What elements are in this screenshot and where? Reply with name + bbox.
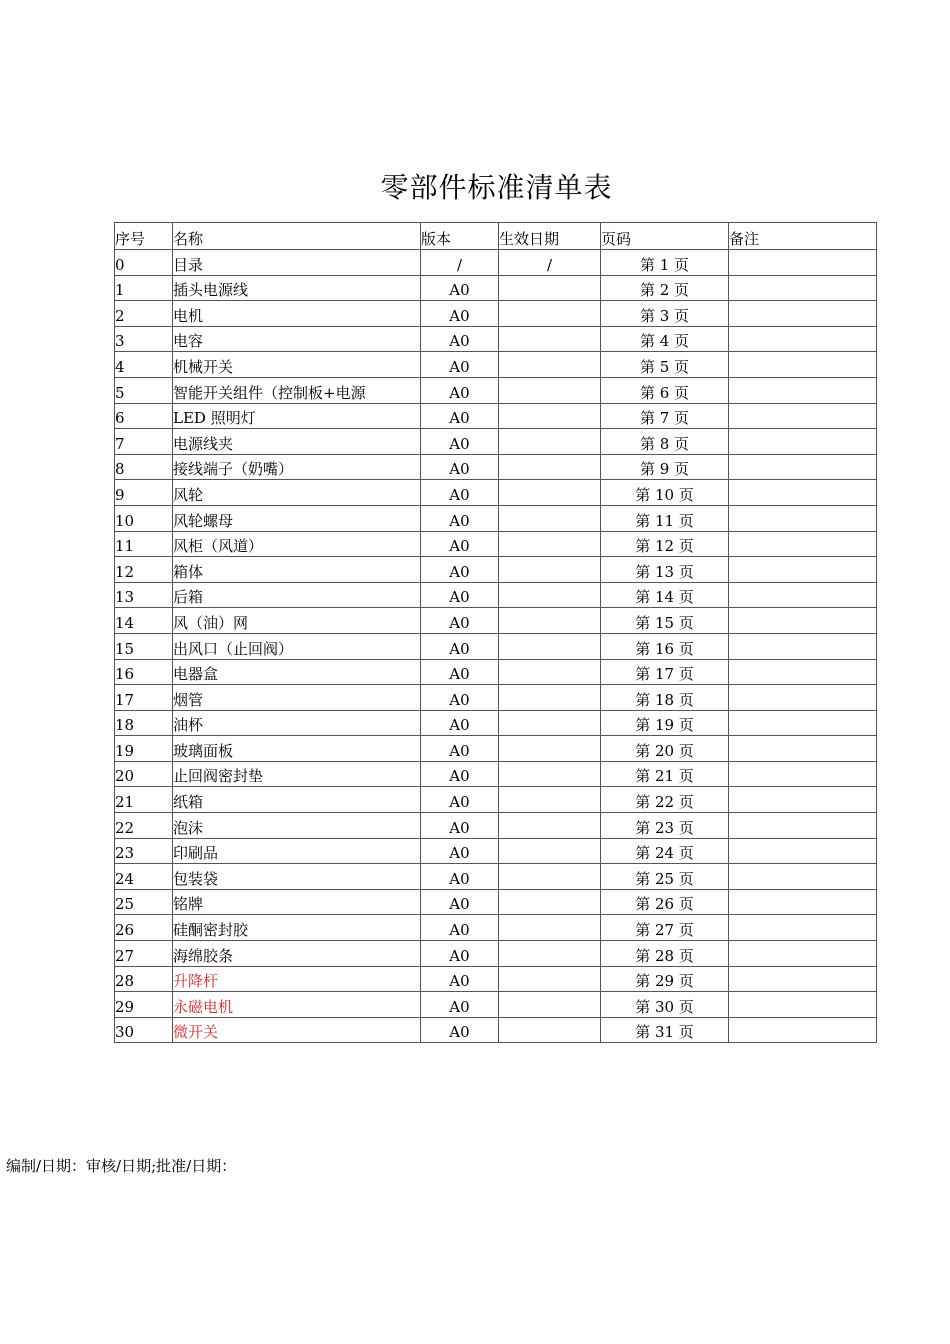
cell-date bbox=[499, 301, 601, 327]
cell-remark bbox=[729, 582, 877, 608]
cell-date bbox=[499, 531, 601, 557]
cell-date bbox=[499, 377, 601, 403]
cell-page: 第 1 页 bbox=[601, 250, 729, 276]
table-row bbox=[115, 301, 877, 327]
cell-remark bbox=[729, 403, 877, 429]
table-row bbox=[115, 352, 877, 378]
cell-version: A0 bbox=[421, 966, 499, 992]
cell-name: 升降杆 bbox=[173, 966, 421, 992]
cell-remark bbox=[729, 250, 877, 276]
cell-no: 6 bbox=[115, 403, 173, 429]
cell-version: A0 bbox=[421, 761, 499, 787]
cell-no: 19 bbox=[115, 736, 173, 762]
cell-remark bbox=[729, 685, 877, 711]
cell-remark bbox=[729, 659, 877, 685]
cell-remark bbox=[729, 787, 877, 813]
cell-no: 15 bbox=[115, 633, 173, 659]
cell-name: 目录 bbox=[173, 250, 421, 276]
cell-no: 9 bbox=[115, 480, 173, 506]
table-row bbox=[115, 1017, 877, 1043]
cell-version: A0 bbox=[421, 685, 499, 711]
header-no: 序号 bbox=[115, 223, 173, 250]
cell-page: 第 25 页 bbox=[601, 864, 729, 890]
table-row bbox=[115, 864, 877, 890]
cell-version: / bbox=[421, 250, 499, 276]
cell-date bbox=[499, 736, 601, 762]
table-header-row bbox=[115, 223, 877, 250]
cell-name: 纸箱 bbox=[173, 787, 421, 813]
cell-page: 第 26 页 bbox=[601, 889, 729, 915]
cell-remark bbox=[729, 557, 877, 583]
header-remark: 备注 bbox=[729, 223, 877, 250]
cell-page: 第 11 页 bbox=[601, 505, 729, 531]
table-row bbox=[115, 710, 877, 736]
cell-date bbox=[499, 326, 601, 352]
cell-remark bbox=[729, 480, 877, 506]
cell-remark bbox=[729, 531, 877, 557]
cell-remark bbox=[729, 352, 877, 378]
cell-date bbox=[499, 889, 601, 915]
cell-no: 3 bbox=[115, 326, 173, 352]
cell-page: 第 16 页 bbox=[601, 633, 729, 659]
cell-name: 印刷品 bbox=[173, 838, 421, 864]
cell-no: 2 bbox=[115, 301, 173, 327]
cell-name: 泡沫 bbox=[173, 813, 421, 839]
cell-version: A0 bbox=[421, 454, 499, 480]
cell-date bbox=[499, 403, 601, 429]
cell-version: A0 bbox=[421, 992, 499, 1018]
cell-name: 海绵胶条 bbox=[173, 941, 421, 967]
cell-name: 硅酮密封胶 bbox=[173, 915, 421, 941]
cell-name: 电源线夹 bbox=[173, 429, 421, 455]
table-row bbox=[115, 275, 877, 301]
cell-no: 1 bbox=[115, 275, 173, 301]
cell-version: A0 bbox=[421, 915, 499, 941]
cell-date bbox=[499, 864, 601, 890]
table-row bbox=[115, 582, 877, 608]
table-row bbox=[115, 736, 877, 762]
cell-name: 插头电源线 bbox=[173, 275, 421, 301]
cell-version: A0 bbox=[421, 352, 499, 378]
cell-date bbox=[499, 608, 601, 634]
cell-date bbox=[499, 838, 601, 864]
cell-page: 第 13 页 bbox=[601, 557, 729, 583]
cell-remark bbox=[729, 889, 877, 915]
cell-name: 箱体 bbox=[173, 557, 421, 583]
cell-version: A0 bbox=[421, 480, 499, 506]
cell-date bbox=[499, 787, 601, 813]
cell-page: 第 2 页 bbox=[601, 275, 729, 301]
cell-page: 第 7 页 bbox=[601, 403, 729, 429]
cell-date bbox=[499, 429, 601, 455]
cell-no: 12 bbox=[115, 557, 173, 583]
cell-version: A0 bbox=[421, 429, 499, 455]
cell-version: A0 bbox=[421, 557, 499, 583]
cell-date bbox=[499, 915, 601, 941]
cell-remark bbox=[729, 505, 877, 531]
cell-page: 第 19 页 bbox=[601, 710, 729, 736]
cell-name: LED 照明灯 bbox=[173, 403, 421, 429]
cell-page: 第 23 页 bbox=[601, 813, 729, 839]
cell-name: 铭牌 bbox=[173, 889, 421, 915]
table-row bbox=[115, 505, 877, 531]
cell-no: 0 bbox=[115, 250, 173, 276]
cell-page: 第 30 页 bbox=[601, 992, 729, 1018]
table-row bbox=[115, 838, 877, 864]
cell-no: 14 bbox=[115, 608, 173, 634]
cell-date bbox=[499, 582, 601, 608]
cell-page: 第 28 页 bbox=[601, 941, 729, 967]
cell-name: 后箱 bbox=[173, 582, 421, 608]
cell-version: A0 bbox=[421, 531, 499, 557]
table-row bbox=[115, 454, 877, 480]
cell-name: 烟管 bbox=[173, 685, 421, 711]
cell-version: A0 bbox=[421, 505, 499, 531]
cell-remark bbox=[729, 992, 877, 1018]
cell-remark bbox=[729, 736, 877, 762]
header-page: 页码 bbox=[601, 223, 729, 250]
cell-page: 第 22 页 bbox=[601, 787, 729, 813]
cell-version: A0 bbox=[421, 377, 499, 403]
cell-version: A0 bbox=[421, 659, 499, 685]
cell-page: 第 18 页 bbox=[601, 685, 729, 711]
parts-table bbox=[114, 222, 877, 1043]
cell-no: 23 bbox=[115, 838, 173, 864]
cell-date bbox=[499, 710, 601, 736]
table-row bbox=[115, 250, 877, 276]
cell-name: 电器盒 bbox=[173, 659, 421, 685]
cell-page: 第 4 页 bbox=[601, 326, 729, 352]
signature-footer: 编制/日期：审核/日期;批准/日期： bbox=[6, 1157, 237, 1175]
cell-page: 第 29 页 bbox=[601, 966, 729, 992]
cell-remark bbox=[729, 429, 877, 455]
cell-date bbox=[499, 454, 601, 480]
cell-remark bbox=[729, 864, 877, 890]
cell-page: 第 20 页 bbox=[601, 736, 729, 762]
cell-page: 第 31 页 bbox=[601, 1017, 729, 1043]
cell-date bbox=[499, 480, 601, 506]
table-row bbox=[115, 659, 877, 685]
cell-remark bbox=[729, 915, 877, 941]
cell-version: A0 bbox=[421, 838, 499, 864]
cell-remark bbox=[729, 275, 877, 301]
cell-name: 接线端子（奶嘴） bbox=[173, 454, 421, 480]
table-row bbox=[115, 813, 877, 839]
cell-page: 第 5 页 bbox=[601, 352, 729, 378]
cell-name: 包装袋 bbox=[173, 864, 421, 890]
cell-date bbox=[499, 275, 601, 301]
cell-page: 第 24 页 bbox=[601, 838, 729, 864]
cell-name: 风（油）网 bbox=[173, 608, 421, 634]
cell-page: 第 10 页 bbox=[601, 480, 729, 506]
cell-no: 16 bbox=[115, 659, 173, 685]
cell-version: A0 bbox=[421, 633, 499, 659]
cell-page: 第 14 页 bbox=[601, 582, 729, 608]
cell-version: A0 bbox=[421, 1017, 499, 1043]
cell-date bbox=[499, 633, 601, 659]
cell-name: 风轮 bbox=[173, 480, 421, 506]
table-row bbox=[115, 557, 877, 583]
cell-name: 玻璃面板 bbox=[173, 736, 421, 762]
cell-page: 第 15 页 bbox=[601, 608, 729, 634]
table-row bbox=[115, 915, 877, 941]
cell-date bbox=[499, 1017, 601, 1043]
cell-name: 微开关 bbox=[173, 1017, 421, 1043]
cell-name: 永磁电机 bbox=[173, 992, 421, 1018]
cell-date bbox=[499, 761, 601, 787]
cell-page: 第 8 页 bbox=[601, 429, 729, 455]
cell-page: 第 3 页 bbox=[601, 301, 729, 327]
cell-date bbox=[499, 813, 601, 839]
cell-version: A0 bbox=[421, 864, 499, 890]
cell-version: A0 bbox=[421, 275, 499, 301]
cell-name: 止回阀密封垫 bbox=[173, 761, 421, 787]
table-row bbox=[115, 326, 877, 352]
table-row bbox=[115, 761, 877, 787]
cell-no: 11 bbox=[115, 531, 173, 557]
table-row bbox=[115, 429, 877, 455]
cell-no: 22 bbox=[115, 813, 173, 839]
cell-remark bbox=[729, 326, 877, 352]
cell-version: A0 bbox=[421, 941, 499, 967]
cell-name: 电容 bbox=[173, 326, 421, 352]
cell-name: 风轮螺母 bbox=[173, 505, 421, 531]
cell-date bbox=[499, 966, 601, 992]
cell-page: 第 21 页 bbox=[601, 761, 729, 787]
cell-name: 出风口（止回阀） bbox=[173, 633, 421, 659]
cell-name: 机械开关 bbox=[173, 352, 421, 378]
cell-date bbox=[499, 992, 601, 1018]
cell-page: 第 27 页 bbox=[601, 915, 729, 941]
cell-no: 20 bbox=[115, 761, 173, 787]
cell-no: 13 bbox=[115, 582, 173, 608]
cell-remark bbox=[729, 710, 877, 736]
header-date: 生效日期 bbox=[499, 223, 601, 250]
cell-version: A0 bbox=[421, 301, 499, 327]
cell-no: 24 bbox=[115, 864, 173, 890]
cell-version: A0 bbox=[421, 889, 499, 915]
cell-date: / bbox=[499, 250, 601, 276]
cell-page: 第 9 页 bbox=[601, 454, 729, 480]
table-row bbox=[115, 889, 877, 915]
cell-version: A0 bbox=[421, 736, 499, 762]
cell-no: 4 bbox=[115, 352, 173, 378]
table-row bbox=[115, 633, 877, 659]
cell-no: 30 bbox=[115, 1017, 173, 1043]
header-name: 名称 bbox=[173, 223, 421, 250]
cell-remark bbox=[729, 377, 877, 403]
cell-remark bbox=[729, 813, 877, 839]
header-version: 版本 bbox=[421, 223, 499, 250]
cell-name: 油杯 bbox=[173, 710, 421, 736]
cell-date bbox=[499, 557, 601, 583]
cell-no: 7 bbox=[115, 429, 173, 455]
cell-remark bbox=[729, 1017, 877, 1043]
table-row bbox=[115, 787, 877, 813]
cell-date bbox=[499, 659, 601, 685]
cell-remark bbox=[729, 966, 877, 992]
cell-page: 第 17 页 bbox=[601, 659, 729, 685]
table-row bbox=[115, 992, 877, 1018]
cell-no: 18 bbox=[115, 710, 173, 736]
cell-no: 25 bbox=[115, 889, 173, 915]
cell-page: 第 12 页 bbox=[601, 531, 729, 557]
cell-no: 27 bbox=[115, 941, 173, 967]
cell-version: A0 bbox=[421, 813, 499, 839]
cell-remark bbox=[729, 454, 877, 480]
cell-remark bbox=[729, 761, 877, 787]
table-row bbox=[115, 941, 877, 967]
cell-name: 风柜（风道） bbox=[173, 531, 421, 557]
cell-page: 第 6 页 bbox=[601, 377, 729, 403]
table-row bbox=[115, 531, 877, 557]
cell-version: A0 bbox=[421, 787, 499, 813]
page-title: 零部件标准清单表 bbox=[380, 171, 613, 204]
cell-version: A0 bbox=[421, 582, 499, 608]
cell-no: 10 bbox=[115, 505, 173, 531]
cell-no: 29 bbox=[115, 992, 173, 1018]
cell-no: 5 bbox=[115, 377, 173, 403]
cell-no: 28 bbox=[115, 966, 173, 992]
cell-version: A0 bbox=[421, 710, 499, 736]
cell-date bbox=[499, 685, 601, 711]
cell-no: 8 bbox=[115, 454, 173, 480]
cell-no: 26 bbox=[115, 915, 173, 941]
cell-no: 17 bbox=[115, 685, 173, 711]
cell-date bbox=[499, 941, 601, 967]
table-row bbox=[115, 966, 877, 992]
cell-version: A0 bbox=[421, 608, 499, 634]
cell-date bbox=[499, 505, 601, 531]
cell-no: 21 bbox=[115, 787, 173, 813]
table-row bbox=[115, 377, 877, 403]
table-body bbox=[115, 250, 877, 1043]
table-row bbox=[115, 403, 877, 429]
cell-name: 智能开关组件（控制板+电源 bbox=[173, 377, 421, 403]
cell-remark bbox=[729, 301, 877, 327]
table-row bbox=[115, 608, 877, 634]
cell-remark bbox=[729, 838, 877, 864]
cell-remark bbox=[729, 608, 877, 634]
cell-version: A0 bbox=[421, 326, 499, 352]
cell-version: A0 bbox=[421, 403, 499, 429]
table-row bbox=[115, 685, 877, 711]
cell-remark bbox=[729, 633, 877, 659]
cell-name: 电机 bbox=[173, 301, 421, 327]
table-row bbox=[115, 480, 877, 506]
cell-date bbox=[499, 352, 601, 378]
cell-remark bbox=[729, 941, 877, 967]
